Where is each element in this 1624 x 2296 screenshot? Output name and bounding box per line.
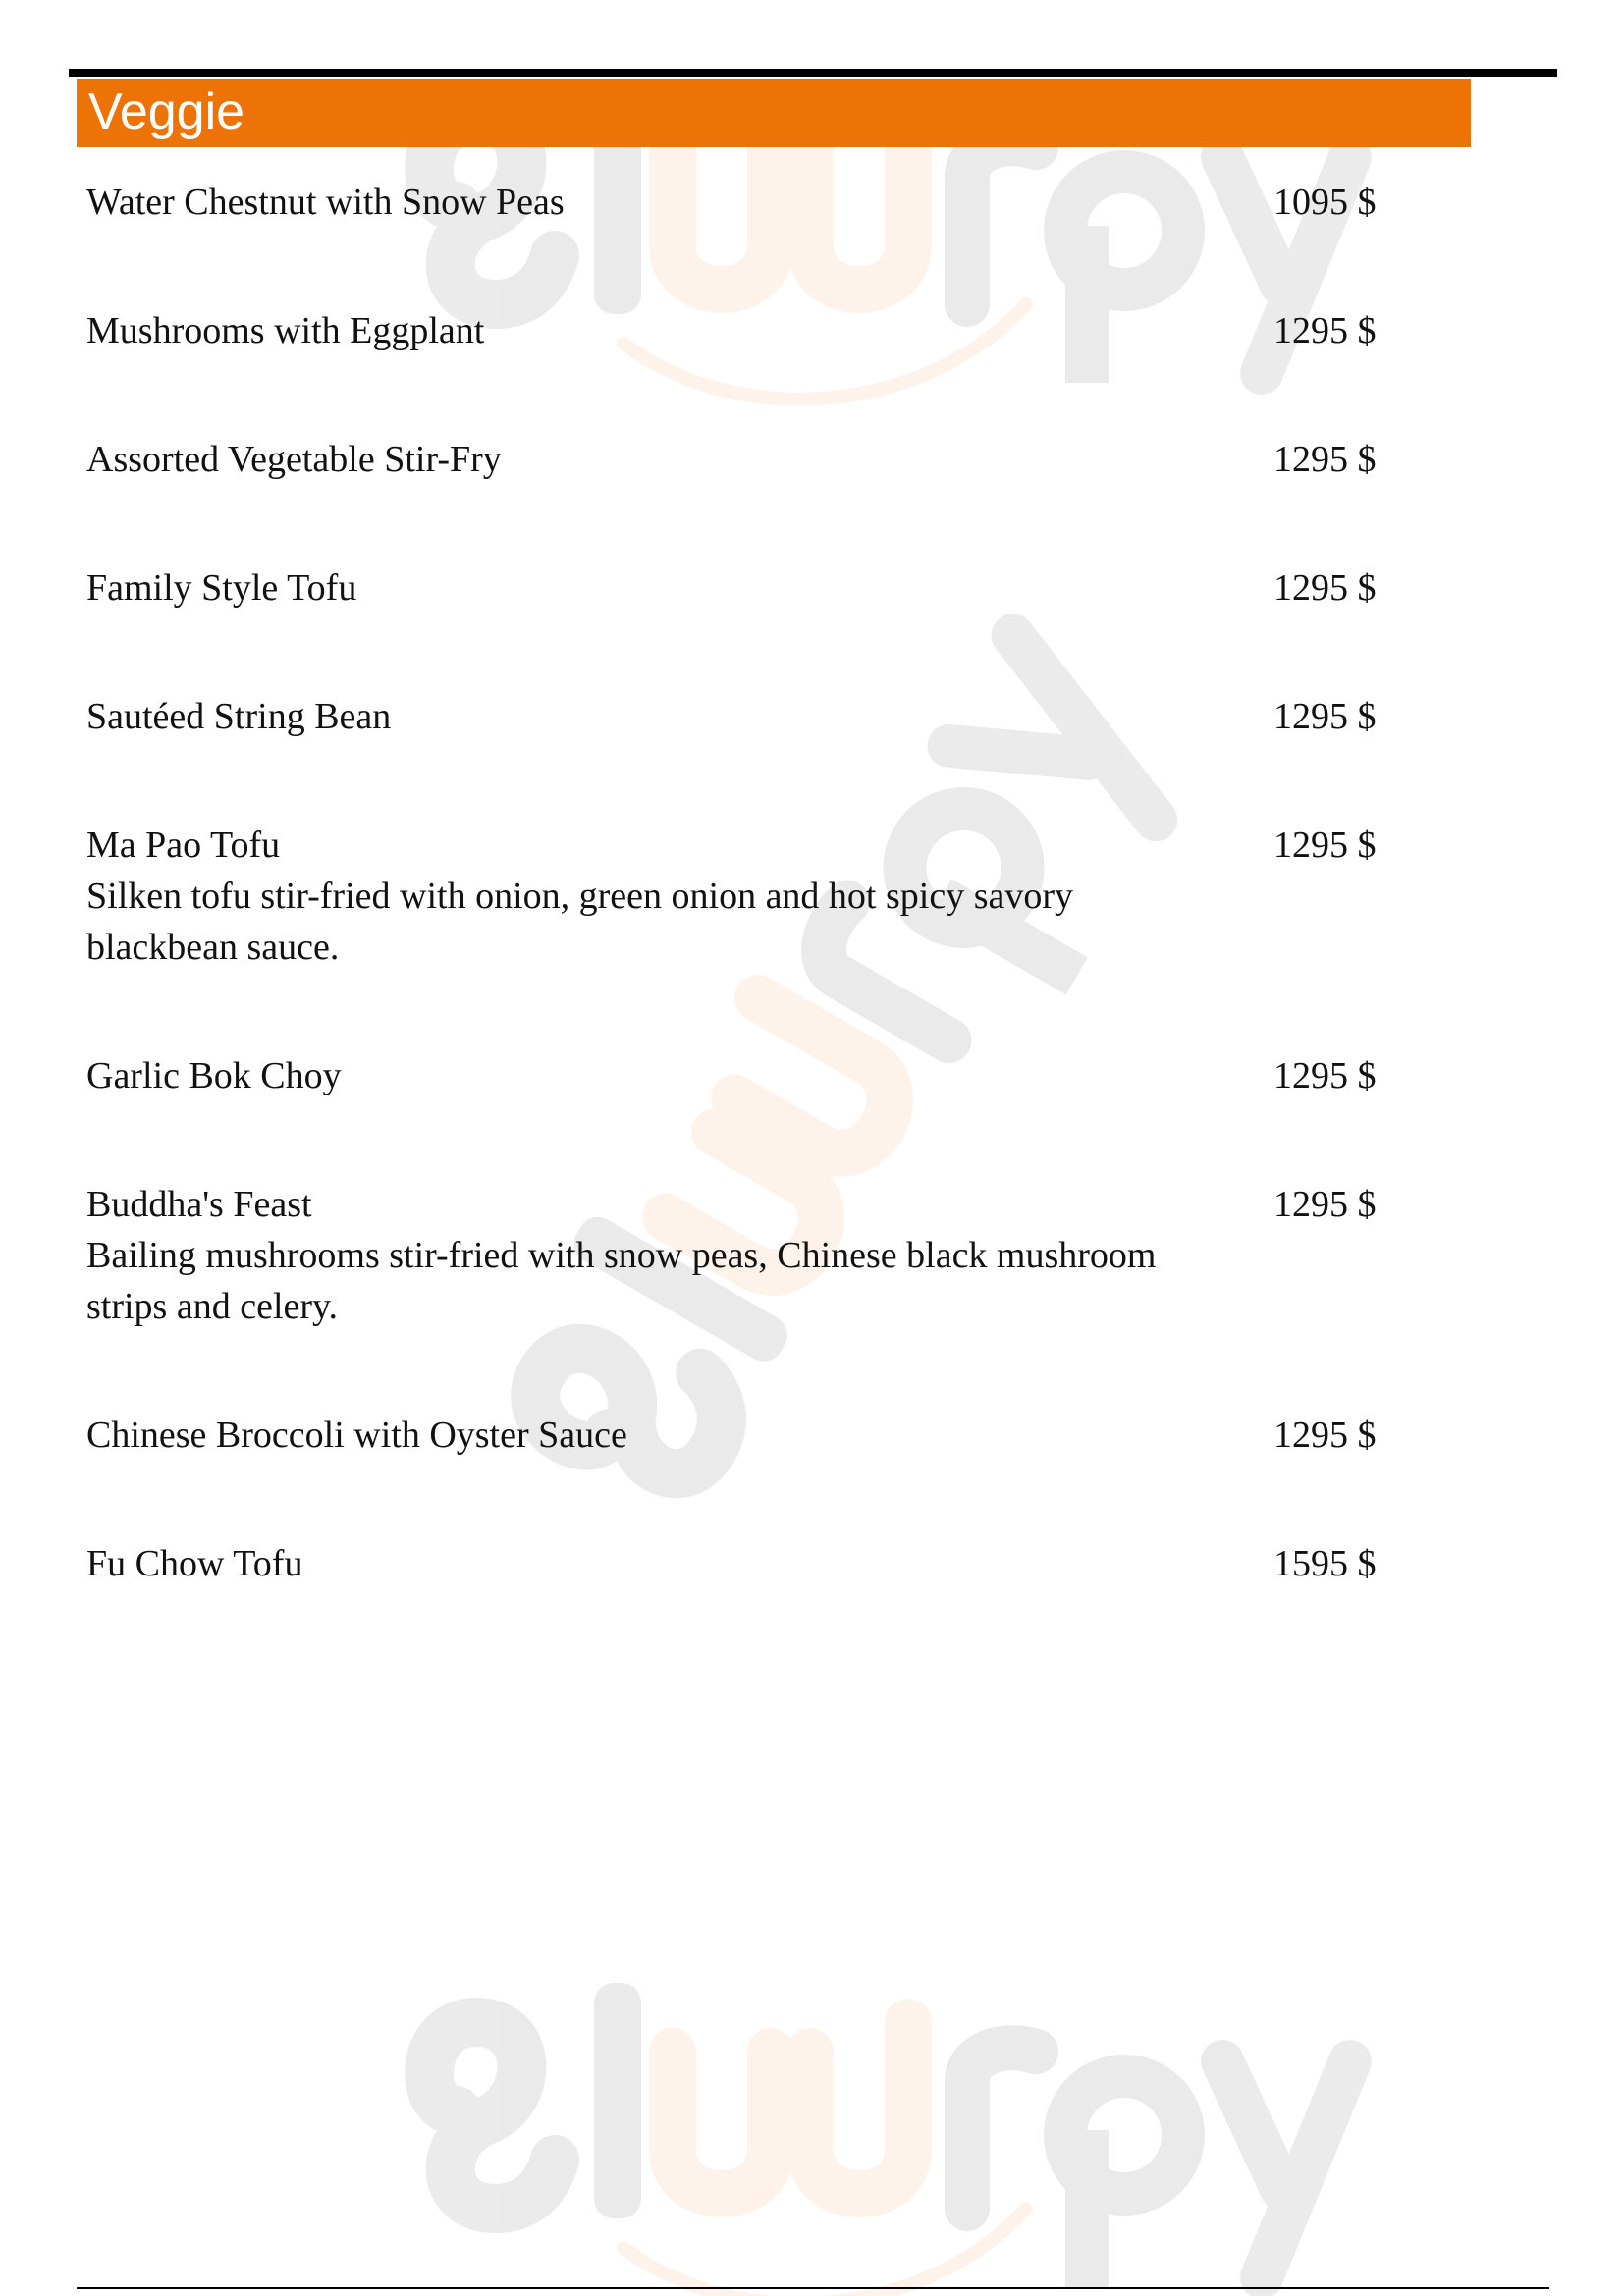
item-price: 1295 $: [1273, 567, 1377, 609]
menu-item: [86, 1538, 1402, 1589]
menu-item: [86, 820, 1402, 973]
menu-item: [86, 1179, 1402, 1332]
menu-item: [86, 691, 1402, 742]
item-price: 1295 $: [1273, 439, 1377, 480]
item-description: Silken tofu stir-fried with onion, green onion and hot spicy savory blackbean sauce.: [86, 876, 1074, 968]
item-name: Family Style Tofu: [86, 567, 357, 609]
item-name: Fu Chow Tofu: [86, 1543, 303, 1584]
item-price: 1295 $: [1273, 825, 1377, 866]
item-price: 1095 $: [1273, 182, 1377, 223]
item-price: 1295 $: [1273, 696, 1377, 737]
item-name: Assorted Vegetable Stir-Fry: [86, 439, 502, 480]
item-name: Sautéed String Bean: [86, 696, 392, 737]
menu-item: [86, 1050, 1402, 1101]
menu-item: [86, 1410, 1402, 1461]
menu-item: [86, 562, 1402, 614]
item-name: Water Chestnut with Snow Peas: [86, 182, 565, 223]
menu-item: [86, 434, 1402, 485]
section-header: [77, 79, 1471, 147]
menu-item: [86, 177, 1402, 228]
item-price: 1295 $: [1273, 1184, 1377, 1225]
item-price: 1595 $: [1273, 1543, 1377, 1584]
item-price: 1295 $: [1273, 1055, 1377, 1096]
item-price: 1295 $: [1273, 1415, 1377, 1456]
item-name: Mushrooms with Eggplant: [86, 310, 485, 351]
item-name: Garlic Bok Choy: [86, 1055, 342, 1096]
item-name: Buddha's Feast: [86, 1184, 312, 1225]
item-price: 1295 $: [1273, 310, 1377, 351]
item-name: Ma Pao Tofu: [86, 825, 281, 866]
top-rule: [69, 69, 1557, 77]
sluurpy-logo-icon: [429, 1983, 1350, 2296]
item-name: Chinese Broccoli with Oyster Sauce: [86, 1415, 627, 1456]
menu-item: [86, 305, 1402, 356]
bottom-rule: [77, 2287, 1549, 2289]
item-description: Bailing mushrooms stir-fried with snow peas, Chinese black mushroom strips and celery.: [86, 1235, 1157, 1327]
section-title: Veggie: [88, 83, 245, 140]
